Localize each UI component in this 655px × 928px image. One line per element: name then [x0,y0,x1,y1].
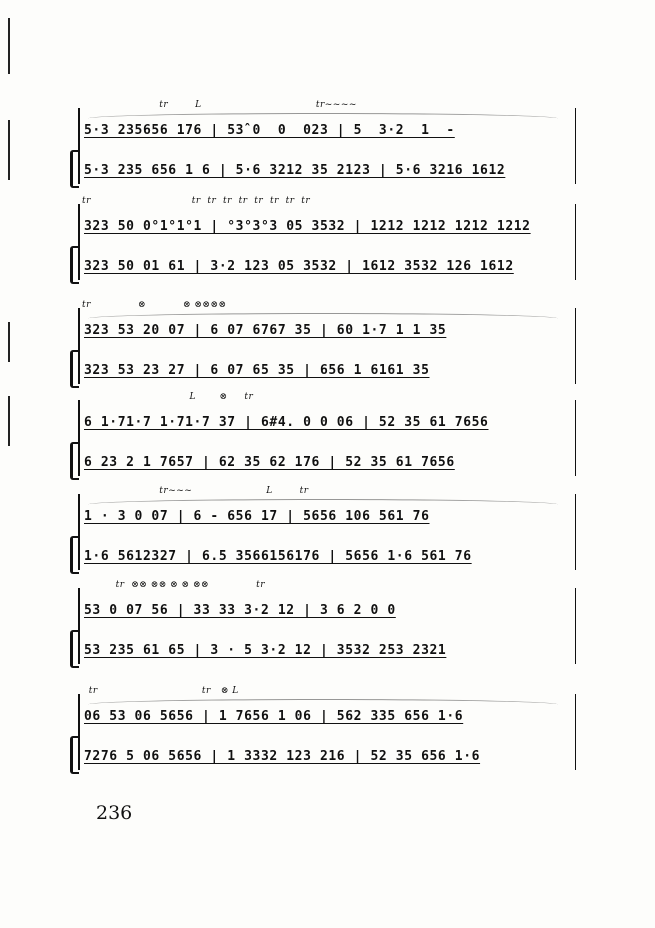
system-end-barline [575,694,576,770]
system-barline [78,494,80,570]
system-end-barline [575,588,576,664]
left-edge-mark [8,18,10,74]
upper-voice: 1 · 3 0 07 | 6 - 656 17 | 5656 106 561 76 [84,509,430,524]
score-system [58,196,578,288]
lower-voice: 7276 5 06 5656 | 1 3332 123 216 | 52 35 656 1·6 [84,749,481,764]
upper-voice: 6 1·71·7 1·71·7 37 | 6#4. 0 0 06 | 52 35 61 7656 [84,415,489,430]
upper-voice: 323 53 20 07 | 6 07 6767 35 | 60 1·7 1 1 35 [84,323,447,338]
score-system [58,392,578,484]
system-barline [78,694,80,770]
upper-voice: 06 53 06 5656 | 1 7656 1 06 | 562 335 656 1·6 [84,709,464,724]
system-end-barline [575,308,576,384]
upper-voice: 53 0 07 56 | 33 33 3·2 12 | 3 6 2 0 0 [84,603,396,618]
score-system [58,580,578,672]
system-end-barline [575,204,576,280]
score-system [58,686,578,778]
ornament-marks: L ⊗ tr [82,392,254,402]
lower-voice: 323 53 23 27 | 6 07 65 35 | 656 1 6161 35 [84,363,430,378]
system-barline [78,308,80,384]
upper-voice: 323 50 0°1°1°1 | °3°3°3 05 3532 | 1212 1212 1212 1212 [84,219,531,234]
lower-voice: 1·6 5612327 | 6.5 3566156176 | 5656 1·6 561 76 [84,549,472,564]
ornament-marks: tr ⊗ ⊗ ⊗⊗⊗⊗ [82,300,227,310]
system-end-barline [575,108,576,184]
system-barline [78,204,80,280]
system-barline [78,588,80,664]
lower-voice: 6 23 2 1 7657 | 62 35 62 176 | 52 35 61 7656 [84,455,455,470]
left-edge-mark [8,396,10,446]
score-system [58,300,578,392]
ornament-marks: tr tr ⊗ L [82,686,239,696]
lower-voice: 53 235 61 65 | 3 · 5 3·2 12 | 3532 253 2321 [84,643,447,658]
lower-voice: 5·3 235 656 1 6 | 5·6 3212 35 2123 | 5·6 3216 1612 [84,163,506,178]
left-edge-mark [8,120,10,180]
left-edge-mark [8,322,10,362]
system-barline [78,108,80,184]
ornament-marks: tr tr tr tr tr tr tr tr tr [82,196,311,206]
ornament-marks: tr L tr~~~~ [82,100,357,110]
ornament-marks: tr ⊗⊗ ⊗⊗ ⊗ ⊗ ⊗⊗ tr [82,580,265,590]
lower-voice: 323 50 01 61 | 3·2 123 05 3532 | 1612 3532 126 1612 [84,259,514,274]
upper-voice: 5·3 235656 176 | 53̂ 0 0 023 | 5 3·2 1 - [84,123,455,138]
page-number: 236 [96,802,133,824]
system-barline [78,400,80,476]
ornament-marks: tr~~~ L tr [82,486,309,496]
score-system [58,486,578,578]
system-end-barline [575,400,576,476]
score-system [58,100,578,192]
system-end-barline [575,494,576,570]
